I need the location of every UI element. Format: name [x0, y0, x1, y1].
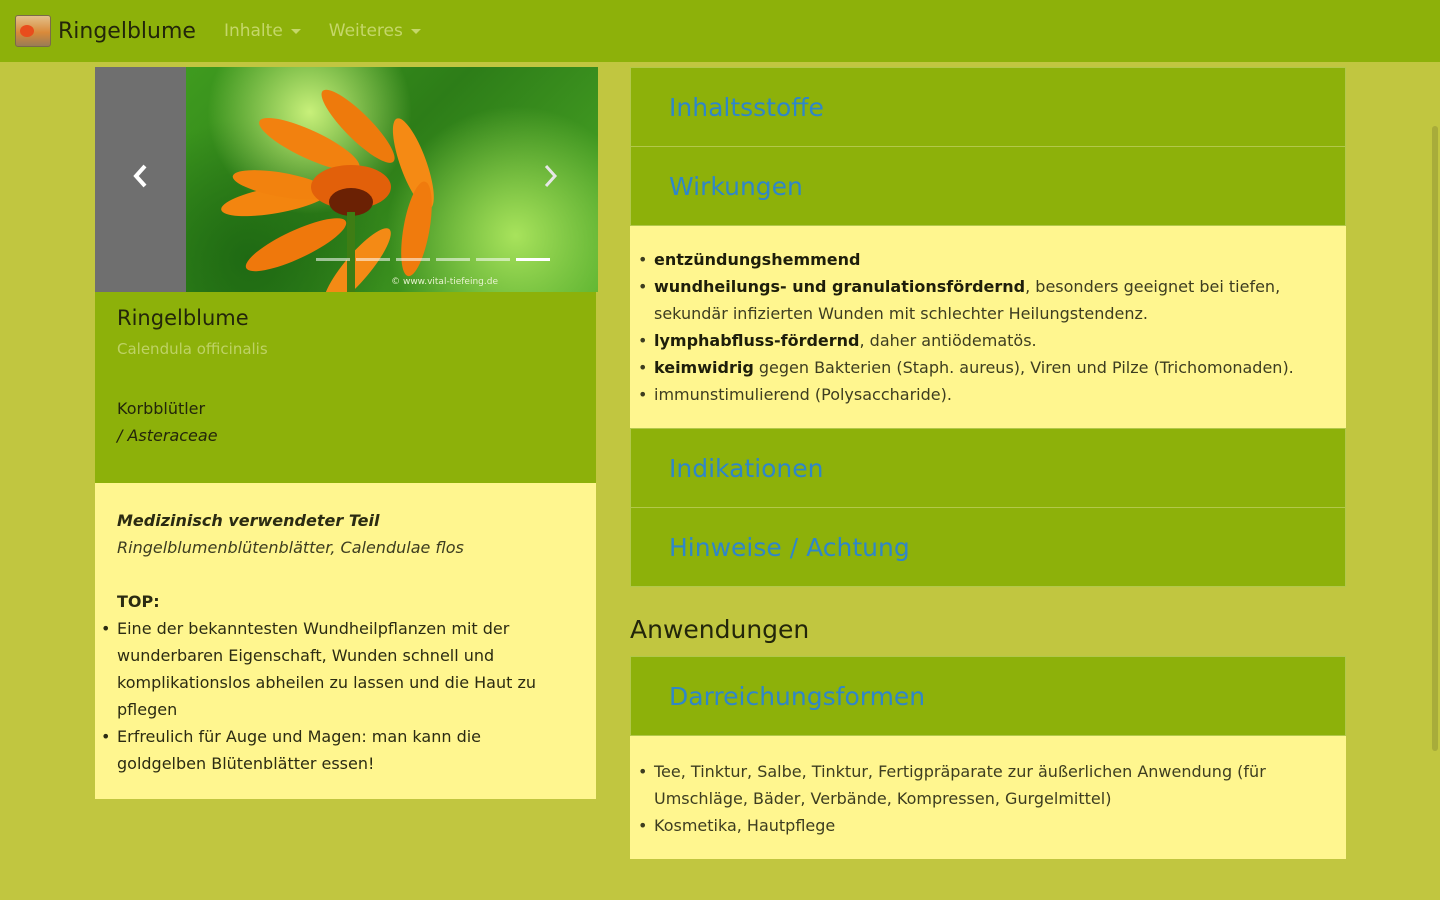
brand-name: Ringelblume: [58, 18, 196, 44]
accordion-title: Hinweise / Achtung: [669, 532, 910, 562]
caret-down-icon: [291, 29, 301, 34]
page-scrollbar[interactable]: [1430, 62, 1440, 900]
wirkungen-list: [654, 246, 1326, 408]
accordion-title: Wirkungen: [669, 171, 803, 201]
item-bold: wundheilungs- und granulationsfördernd: [654, 277, 1026, 296]
top-navbar: [0, 0, 1440, 62]
darreichung-list: [654, 758, 1326, 839]
list-item: • Kosmetika, Hautpflege: [654, 812, 1326, 839]
accordion-inhaltsstoffe[interactable]: [630, 67, 1346, 147]
plant-latin-name: Calendula officinalis: [117, 340, 268, 358]
accordion-title: Indikationen: [669, 453, 824, 483]
item-bold: entzündungshemmend: [654, 250, 861, 269]
used-part-value: Ringelblumenblütenblätter, Calendulae flos: [117, 538, 464, 557]
accordion-hinweise[interactable]: [630, 508, 1346, 587]
item-text: , daher antiödematös.: [859, 331, 1037, 350]
plant-name: Ringelblume: [117, 306, 249, 330]
accordion-indikationen[interactable]: [630, 428, 1346, 508]
plant-family-name: Korbblütler: [117, 399, 206, 418]
list-item: [654, 273, 1326, 327]
nav-menu-weiteres[interactable]: [329, 21, 421, 41]
anwendungen-heading: Anwendungen: [630, 615, 810, 644]
chevron-left-icon: [131, 162, 151, 197]
wirkungen-body: [630, 226, 1346, 428]
list-item: • Eine der bekanntesten Wundheilpflanzen mit der wunderbaren Eigenschaft, Wunden schnell und komplikationslos abheilen zu lassen und die Haut zu pflegen: [117, 615, 574, 723]
list-item: [654, 354, 1326, 381]
list-item: [654, 327, 1326, 354]
item-bold: keimwidrig: [654, 358, 754, 377]
plant-card: [95, 67, 596, 799]
top-label: TOP:: [117, 592, 160, 611]
list-item: [654, 246, 1326, 273]
accordion-wirkungen[interactable]: [630, 147, 1346, 226]
carousel-indicator[interactable]: [356, 258, 390, 261]
carousel-prev-button[interactable]: [95, 67, 186, 292]
carousel-next-button[interactable]: [503, 67, 596, 292]
details-column: [630, 67, 1346, 859]
carousel-indicator[interactable]: [396, 258, 430, 261]
plant-title-block: [95, 292, 596, 483]
brand-link[interactable]: [15, 15, 196, 47]
scrollbar-thumb[interactable]: [1432, 126, 1438, 751]
list-item: • Tee, Tinktur, Salbe, Tinktur, Fertigpräparate zur äußerlichen Anwendung (für Umschläge, Bäder, Verbände, Kompressen, Gurgelmittel): [654, 758, 1326, 812]
plant-family: [117, 395, 574, 449]
photo-credit: © www.vital-tiefeing.de: [391, 277, 498, 287]
item-text: immunstimulierend (Polysaccharide).: [654, 385, 952, 404]
top-list: [117, 615, 574, 777]
plant-info-block: [95, 483, 596, 799]
item-bold: lymphabfluss-fördernd: [654, 331, 860, 350]
darreichung-body: [630, 736, 1346, 859]
brand-logo-icon: [15, 15, 51, 47]
used-part-heading: Medizinisch verwendeter Teil: [117, 511, 380, 530]
carousel-indicator[interactable]: [316, 258, 350, 261]
item-text: gegen Bakterien (Staph. aureus), Viren und Pilze (Trichomonaden).: [753, 358, 1294, 377]
nav-menu-inhalte[interactable]: [224, 21, 301, 41]
nav-menu-inhalte-label: Inhalte: [223, 21, 283, 41]
accordion-title: Inhaltsstoffe: [669, 92, 824, 122]
nav-menu-weiteres-label: Weiteres: [328, 21, 403, 41]
caret-down-icon: [411, 29, 421, 34]
carousel-indicator[interactable]: [436, 258, 470, 261]
item-text: , besonders geeignet bei tiefen, sekundär infizierten Wunden mit schlechter Heilungstendenz.: [654, 277, 1281, 323]
list-item: [654, 381, 1326, 408]
list-item: • Erfreulich für Auge und Magen: man kann die goldgelben Blütenblätter essen!: [117, 723, 574, 777]
image-carousel: [95, 67, 596, 292]
plant-family-latin: / Asteraceae: [117, 426, 218, 445]
accordion-title: Darreichungsformen: [669, 681, 926, 711]
chevron-right-icon: [540, 162, 560, 197]
accordion-darreichungsformen[interactable]: [630, 656, 1346, 736]
